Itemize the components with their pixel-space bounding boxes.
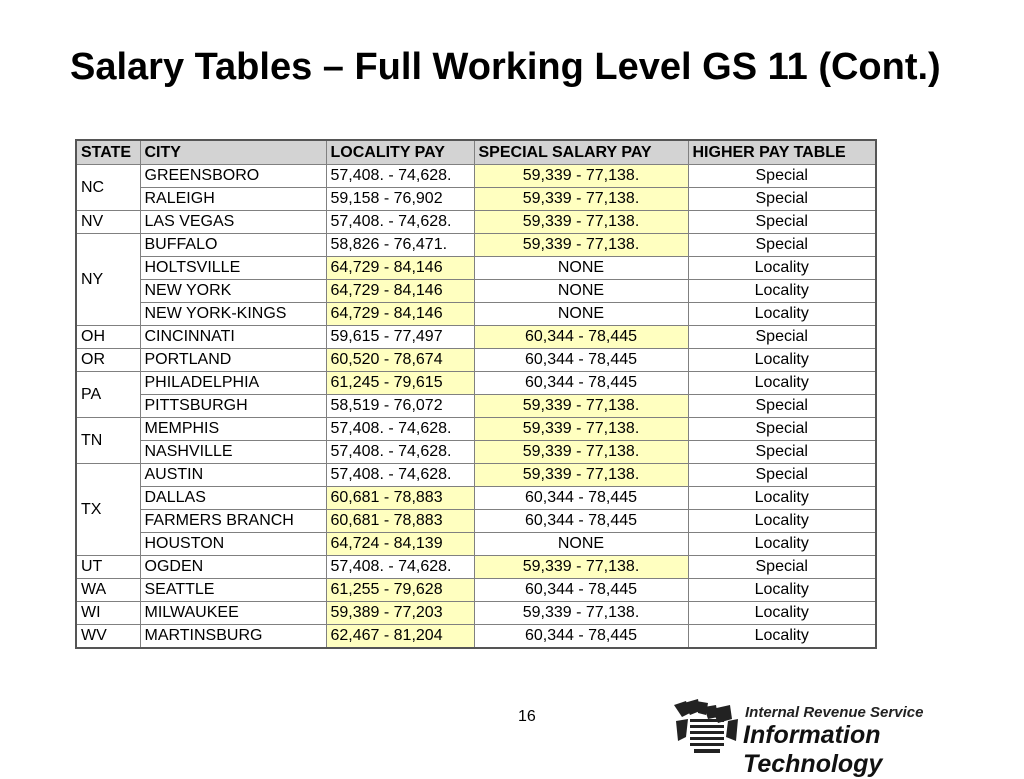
- table-row: [76, 487, 876, 510]
- special-salary-pay-cell: 59,339 - 77,138.: [474, 188, 688, 211]
- higher-pay-table-cell: Locality: [688, 372, 876, 395]
- state-cell: TN: [76, 418, 140, 464]
- table-row: [76, 165, 876, 188]
- city-cell: FARMERS BRANCH: [140, 510, 326, 533]
- city-cell: CINCINNATI: [140, 326, 326, 349]
- special-salary-pay-cell: 59,339 - 77,138.: [474, 441, 688, 464]
- column-header-higher-pay-table: HIGHER PAY TABLE: [688, 140, 876, 165]
- table-row: [76, 533, 876, 556]
- table-row: [76, 418, 876, 441]
- column-header-locality-pay: LOCALITY PAY: [326, 140, 474, 165]
- locality-pay-cell: 64,724 - 84,139: [326, 533, 474, 556]
- special-salary-pay-cell: 59,339 - 77,138.: [474, 211, 688, 234]
- higher-pay-table-cell: Locality: [688, 303, 876, 326]
- special-salary-pay-cell: 59,339 - 77,138.: [474, 165, 688, 188]
- locality-pay-cell: 62,467 - 81,204: [326, 625, 474, 649]
- locality-pay-cell: 57,408. - 74,628.: [326, 464, 474, 487]
- locality-pay-cell: 59,158 - 76,902: [326, 188, 474, 211]
- table-row: [76, 234, 876, 257]
- higher-pay-table-cell: Special: [688, 441, 876, 464]
- logo-division-name: Information Technology: [743, 721, 883, 778]
- special-salary-pay-cell: NONE: [474, 533, 688, 556]
- page-number: 16: [518, 708, 536, 725]
- city-cell: NEW YORK-KINGS: [140, 303, 326, 326]
- locality-pay-cell: 57,408. - 74,628.: [326, 556, 474, 579]
- city-cell: MEMPHIS: [140, 418, 326, 441]
- table-row: [76, 395, 876, 418]
- special-salary-pay-cell: 59,339 - 77,138.: [474, 418, 688, 441]
- state-cell: WV: [76, 625, 140, 649]
- state-cell: WA: [76, 579, 140, 602]
- special-salary-pay-cell: 60,344 - 78,445: [474, 372, 688, 395]
- locality-pay-cell: 57,408. - 74,628.: [326, 441, 474, 464]
- city-cell: HOLTSVILLE: [140, 257, 326, 280]
- table-row: [76, 625, 876, 649]
- slide-title: Salary Tables – Full Working Level GS 11 (Cont.): [70, 46, 941, 88]
- special-salary-pay-cell: 59,339 - 77,138.: [474, 464, 688, 487]
- locality-pay-cell: 61,245 - 79,615: [326, 372, 474, 395]
- table-row: [76, 188, 876, 211]
- locality-pay-cell: 60,681 - 78,883: [326, 487, 474, 510]
- higher-pay-table-cell: Locality: [688, 602, 876, 625]
- locality-pay-cell: 60,520 - 78,674: [326, 349, 474, 372]
- higher-pay-table-cell: Locality: [688, 487, 876, 510]
- special-salary-pay-cell: 59,339 - 77,138.: [474, 556, 688, 579]
- city-cell: PORTLAND: [140, 349, 326, 372]
- city-cell: RALEIGH: [140, 188, 326, 211]
- table-row: [76, 372, 876, 395]
- higher-pay-table-cell: Locality: [688, 280, 876, 303]
- state-cell: TX: [76, 464, 140, 556]
- locality-pay-cell: 57,408. - 74,628.: [326, 418, 474, 441]
- locality-pay-cell: 64,729 - 84,146: [326, 303, 474, 326]
- table-row: [76, 510, 876, 533]
- table-row: [76, 326, 876, 349]
- state-cell: UT: [76, 556, 140, 579]
- city-cell: MARTINSBURG: [140, 625, 326, 649]
- special-salary-pay-cell: 60,344 - 78,445: [474, 625, 688, 649]
- higher-pay-table-cell: Locality: [688, 510, 876, 533]
- city-cell: OGDEN: [140, 556, 326, 579]
- state-cell: WI: [76, 602, 140, 625]
- table-row: [76, 464, 876, 487]
- city-cell: GREENSBORO: [140, 165, 326, 188]
- table-row: [76, 257, 876, 280]
- locality-pay-cell: 59,615 - 77,497: [326, 326, 474, 349]
- higher-pay-table-cell: Special: [688, 464, 876, 487]
- higher-pay-table-cell: Special: [688, 234, 876, 257]
- locality-pay-cell: 64,729 - 84,146: [326, 280, 474, 303]
- column-header-special-salary-pay: SPECIAL SALARY PAY: [474, 140, 688, 165]
- table-row: [76, 303, 876, 326]
- city-cell: NEW YORK: [140, 280, 326, 303]
- state-cell: NC: [76, 165, 140, 211]
- logo-agency-name: Internal Revenue Service: [745, 704, 924, 721]
- city-cell: LAS VEGAS: [140, 211, 326, 234]
- special-salary-pay-cell: NONE: [474, 280, 688, 303]
- higher-pay-table-cell: Special: [688, 418, 876, 441]
- state-cell: OR: [76, 349, 140, 372]
- table-header-row: [76, 140, 876, 165]
- special-salary-pay-cell: 59,339 - 77,138.: [474, 602, 688, 625]
- higher-pay-table-cell: Locality: [688, 533, 876, 556]
- state-cell: NY: [76, 234, 140, 326]
- table-row: [76, 579, 876, 602]
- column-header-city: CITY: [140, 140, 326, 165]
- higher-pay-table-cell: Special: [688, 326, 876, 349]
- locality-pay-cell: 57,408. - 74,628.: [326, 211, 474, 234]
- city-cell: DALLAS: [140, 487, 326, 510]
- salary-table: [75, 139, 877, 649]
- table-row: [76, 602, 876, 625]
- table-body: [76, 165, 876, 649]
- special-salary-pay-cell: 60,344 - 78,445: [474, 579, 688, 602]
- city-cell: SEATTLE: [140, 579, 326, 602]
- special-salary-pay-cell: 60,344 - 78,445: [474, 487, 688, 510]
- table-row: [76, 556, 876, 579]
- special-salary-pay-cell: 60,344 - 78,445: [474, 349, 688, 372]
- state-cell: PA: [76, 372, 140, 418]
- state-cell: OH: [76, 326, 140, 349]
- higher-pay-table-cell: Locality: [688, 625, 876, 649]
- locality-pay-cell: 59,389 - 77,203: [326, 602, 474, 625]
- higher-pay-table-cell: Special: [688, 165, 876, 188]
- higher-pay-table-cell: Special: [688, 188, 876, 211]
- city-cell: PHILADELPHIA: [140, 372, 326, 395]
- locality-pay-cell: 58,519 - 76,072: [326, 395, 474, 418]
- city-cell: HOUSTON: [140, 533, 326, 556]
- column-header-state: STATE: [76, 140, 140, 165]
- special-salary-pay-cell: NONE: [474, 303, 688, 326]
- city-cell: BUFFALO: [140, 234, 326, 257]
- city-cell: NASHVILLE: [140, 441, 326, 464]
- higher-pay-table-cell: Special: [688, 395, 876, 418]
- table-row: [76, 280, 876, 303]
- locality-pay-cell: 61,255 - 79,628: [326, 579, 474, 602]
- table-row: [76, 441, 876, 464]
- higher-pay-table-cell: Locality: [688, 579, 876, 602]
- locality-pay-cell: 58,826 - 76,471.: [326, 234, 474, 257]
- locality-pay-cell: 57,408. - 74,628.: [326, 165, 474, 188]
- higher-pay-table-cell: Special: [688, 211, 876, 234]
- state-cell: NV: [76, 211, 140, 234]
- city-cell: MILWAUKEE: [140, 602, 326, 625]
- table-row: [76, 349, 876, 372]
- city-cell: PITTSBURGH: [140, 395, 326, 418]
- special-salary-pay-cell: 59,339 - 77,138.: [474, 234, 688, 257]
- higher-pay-table-cell: Special: [688, 556, 876, 579]
- locality-pay-cell: 64,729 - 84,146: [326, 257, 474, 280]
- city-cell: AUSTIN: [140, 464, 326, 487]
- special-salary-pay-cell: 59,339 - 77,138.: [474, 395, 688, 418]
- higher-pay-table-cell: Locality: [688, 349, 876, 372]
- special-salary-pay-cell: 60,344 - 78,445: [474, 510, 688, 533]
- special-salary-pay-cell: 60,344 - 78,445: [474, 326, 688, 349]
- higher-pay-table-cell: Locality: [688, 257, 876, 280]
- special-salary-pay-cell: NONE: [474, 257, 688, 280]
- locality-pay-cell: 60,681 - 78,883: [326, 510, 474, 533]
- table-row: [76, 211, 876, 234]
